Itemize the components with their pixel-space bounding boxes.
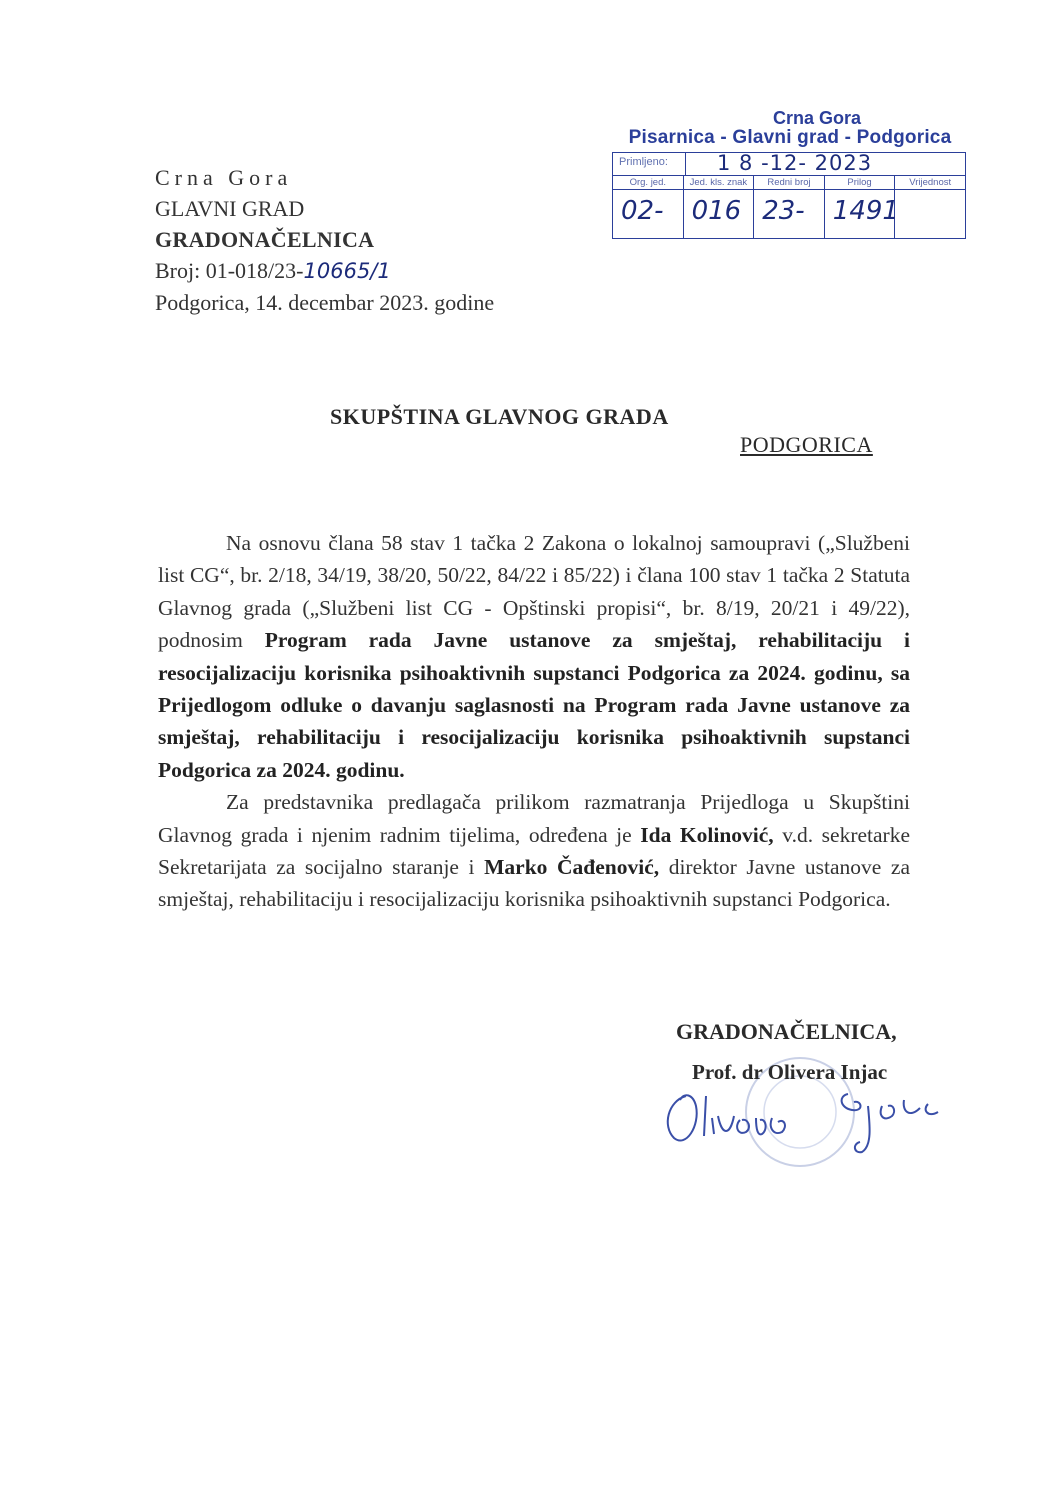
letter-body [158,527,910,916]
representative-2-name: Marko Čađenović, [484,855,660,880]
stamp-col-header: Prilog [825,176,895,190]
stamp-country: Crna Gora [772,108,862,128]
paragraph-text: Za predstavnika predlagača prilikom razmatranja Prijedloga u Skupštini Glavnog grada i njenim radnim tijelima, određena je [158,790,910,847]
header-office: GRADONAČELNICA [155,227,375,252]
stamp-col-value: 1491 [832,196,899,226]
stamp-col-value: 02- [621,196,664,226]
header-number [155,255,494,287]
stamp-col-value: 016 [691,196,742,226]
stamp-col-class [684,176,755,238]
paragraph-1 [158,527,910,786]
representative-1-name: Ida Kolinović, [640,822,774,847]
stamp-header [612,108,968,148]
handwritten-signature [648,1056,968,1156]
stamp-col-header: Org. jed. [613,176,683,190]
signature-title: GRADONAČELNICA, [676,1019,897,1044]
header-place-date: Podgorica, 14. decembar 2023. godine [155,290,495,315]
stamp-col-attachment [825,176,899,238]
stamp-col-value: 23- [762,196,805,226]
paragraph-2 [158,786,910,916]
header-city: GLAVNI GRAD [155,196,305,221]
stamp-col-value-col [895,176,965,238]
stamp-office: Pisarnica - Glavni grad - Podgorica [628,127,952,148]
stamp-received-date: 1 8 -12- 2023 [717,151,873,175]
signatory-name: Prof. dr Olivera Injac [692,1060,888,1084]
paragraph-text: direktor Javne ustanove za smještaj, rehabilitaciju i resocijalizaciju korisnika psihoaktivnih supstanci Podgorica. [158,855,910,912]
stamp-col-header: Vrijednost [895,176,965,190]
number-prefix: Broj: 01-018/23- [155,258,304,283]
recipient-city: PODGORICA [740,432,873,457]
stamp-col-org [613,176,684,238]
registry-stamp [612,108,968,239]
recipient-name: SKUPŠTINA GLAVNOG GRADA [330,404,669,429]
paragraph-text: v.d. sekretarke Sekretarijata za socijalno staranje i [158,822,911,880]
paragraph-bold-text: Program rada Javne ustanove za smještaj, rehabilitaciju i resocijalizaciju korisnika psihoaktivnih supstanci Podgorica za 2024. godinu, sa Prijedlogom odluke o davanju saglasnosti na Program rada Javne ustanove za smještaj, rehabilitaciju i resocijalizaciju korisnika psihoaktivnih supstanci Podgorica za 2024. godinu. [158,628,910,782]
header-country: Crna Gora [155,165,293,190]
stamp-received-row [613,153,965,176]
stamp-col-header: Jed. kls. znak [684,176,754,190]
stamp-col-serial [754,176,825,238]
paragraph-text: Na osnovu člana 58 stav 1 tačka 2 Zakona o lokalnoj samoupravi („Službeni list CG“, br. 2/18, 34/19, 38/20, 50/22, 84/22 i 85/22) i člana 100 stav 1 tačka 2 Statuta Glavnog grada („Službeni list CG - Opštinski propisi“, br. 8/19, 20/21 i 49/22), podnosim [158,531,910,653]
stamp-col-header: Redni broj [754,176,824,190]
letterhead [155,162,494,318]
stamp-grid [612,152,966,239]
stamp-received-label: Primljeno: [619,156,668,168]
number-handwritten: 10665/1 [303,259,391,283]
